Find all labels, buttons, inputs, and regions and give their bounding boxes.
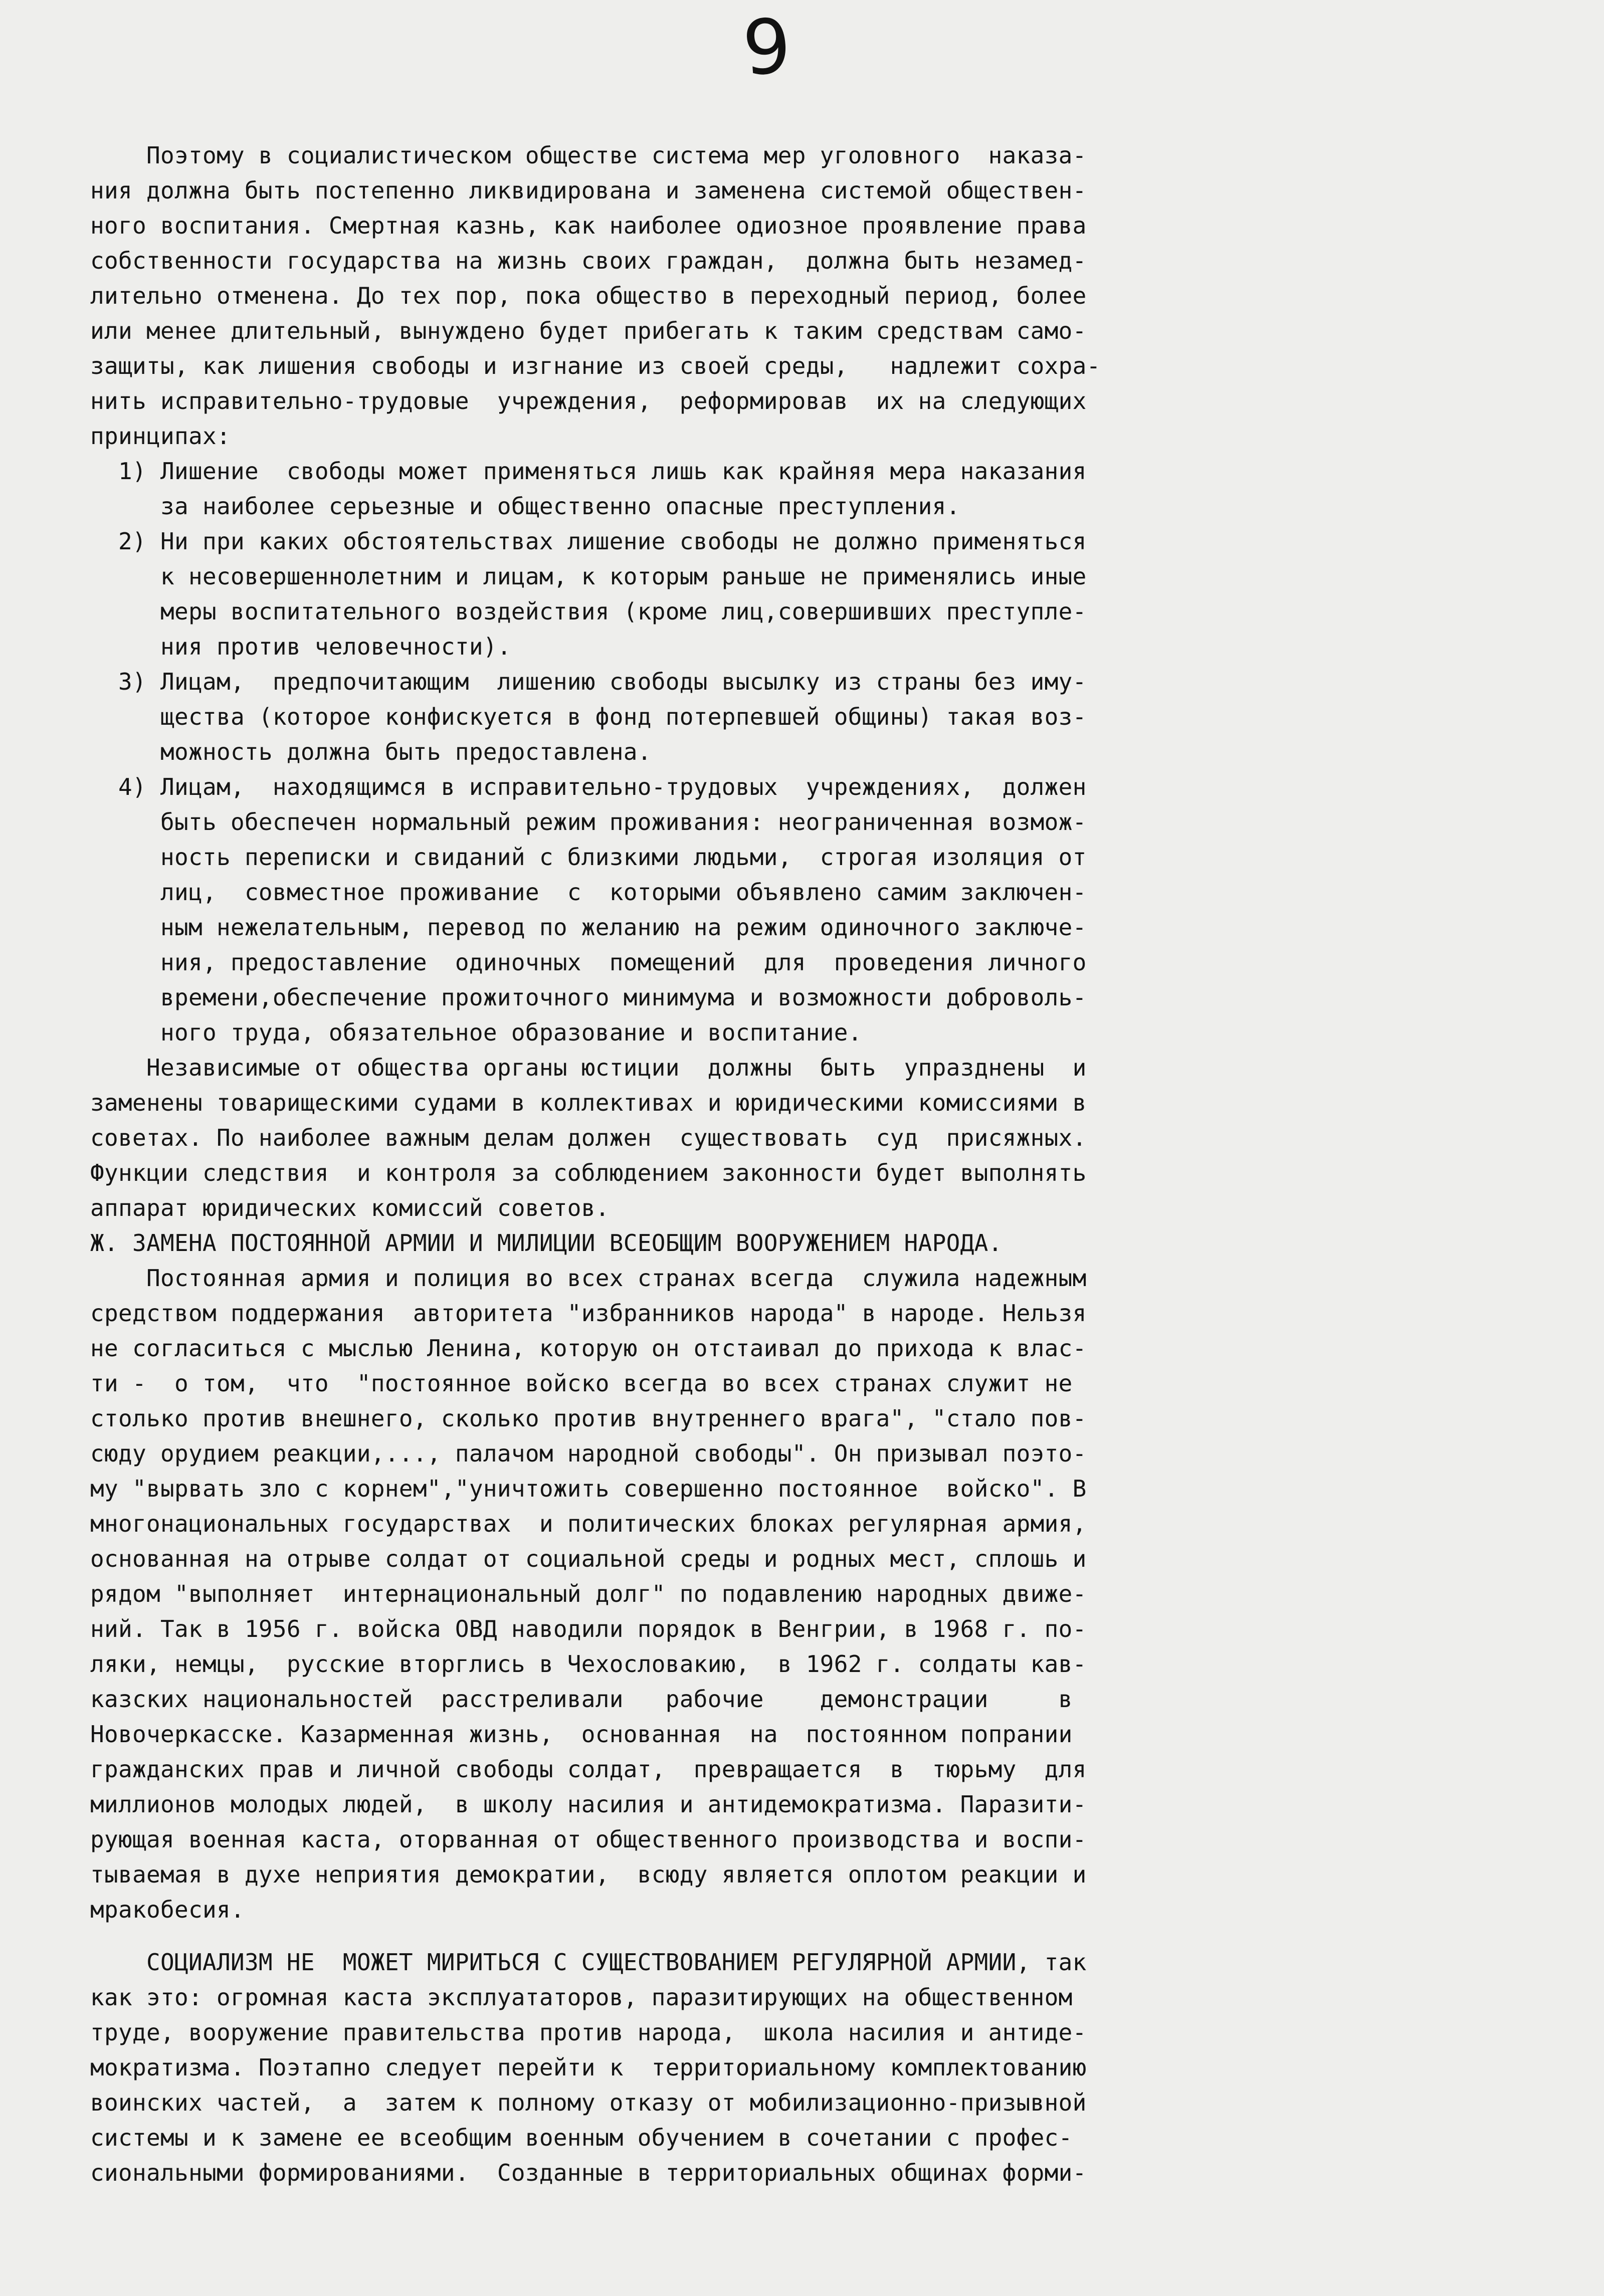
text-line: Постоянная армия и полиция во всех странах всегда служила надежным [90, 1265, 1087, 1292]
text-line: 1) Лишение свободы может применяться лишь как крайняя мера наказания [90, 458, 1087, 485]
text-line: ность переписки и свиданий с близкими людьми, строгая изоляция от [90, 844, 1087, 871]
text-line: ного труда, обязательное образование и воспитание. [90, 1019, 862, 1046]
text-line: защиты, как лишения свободы и изгнание из своей среды, надлежит сохра- [90, 352, 1101, 379]
text-line: ния против человечности). [90, 633, 511, 660]
text-line: заменены товарищескими судами в коллективах и юридическими комиссиями в [90, 1089, 1087, 1116]
text-line: можность должна быть предоставлена. [90, 738, 652, 765]
text-line: Ж. ЗАМЕНА ПОСТОЯННОЙ АРМИИ И МИЛИЦИИ ВСЕОБЩИМ ВООРУЖЕНИЕМ НАРОДА. [90, 1229, 1002, 1257]
text-line: аппарат юридических комиссий советов. [90, 1194, 610, 1221]
text-line: ного воспитания. Смертная казнь, как наиболее одиозное проявление права [90, 212, 1087, 239]
text-line: ний. Так в 1956 г. войска ОВД наводили порядок в Венгрии, в 1968 г. по- [90, 1615, 1087, 1642]
text-line: ти - о том, что "постоянное войско всегда во всех странах служит не [90, 1370, 1073, 1397]
text-line: сиональными формированиями. Созданные в территориальных общинах форми- [90, 2159, 1087, 2186]
text-line: столько против внешнего, сколько против внутреннего врага", "стало пов- [90, 1405, 1087, 1432]
text-line: меры воспитательного воздействия (кроме лиц,совершивших преступле- [90, 598, 1087, 625]
text-line: воинских частей, а затем к полному отказу от мобилизационно-призывной [90, 2089, 1087, 2116]
text-line: как это: огромная каста эксплуататоров, паразитирующих на общественном [90, 1984, 1073, 2011]
text-line: мократизма. Поэтапно следует перейти к территориальному комплектованию [90, 2054, 1087, 2081]
text-line: Новочеркасске. Казарменная жизнь, основанная на постоянном попрании [90, 1721, 1073, 1748]
text-line: к несовершеннолетним и лицам, к которым раньше не применялись иные [90, 563, 1087, 590]
text-line: миллионов молодых людей, в школу насилия и антидемократизма. Паразити- [90, 1791, 1087, 1818]
text-line: средством поддержания авторитета "избранников народа" в народе. Нельзя [90, 1300, 1087, 1327]
text-line: ния, предоставление одиночных помещений для проведения личного [90, 949, 1087, 976]
text-line: или менее длительный, вынуждено будет прибегать к таким средствам само- [90, 317, 1087, 344]
text-line: лительно отменена. До тех пор, пока общество в переходный период, более [90, 282, 1087, 309]
text-line: быть обеспечен нормальный режим проживания: неограниченная возмож- [90, 808, 1087, 836]
text-line: системы и к замене ее всеобщим военным обучением в сочетании с профес- [90, 2124, 1073, 2151]
text-line: ляки, немцы, русские вторглись в Чехословакию, в 1962 г. солдаты кав- [90, 1650, 1087, 1678]
text-line: сюду орудием реакции,..., палачом народной свободы". Он призывал поэто- [90, 1440, 1087, 1467]
text-line: гражданских прав и личной свободы солдат, превращается в тюрьму для [90, 1756, 1087, 1783]
page-number: 9 [740, 2, 794, 93]
text-line: основанная на отрыве солдат от социальной среды и родных мест, сплошь и [90, 1545, 1087, 1572]
text-line: времени,обеспечение прожиточного минимума и возможности доброволь- [90, 984, 1087, 1011]
text-line: СОЦИАЛИЗМ НЕ МОЖЕТ МИРИТЬСЯ С СУЩЕСТВОВАНИЕМ РЕГУЛЯРНОЙ АРМИИ, так [90, 1949, 1087, 1976]
text-line: 3) Лицам, предпочитающим лишению свободы высылку из страны без иму- [90, 668, 1087, 695]
text-line: рующая военная каста, оторванная от общественного производства и воспи- [90, 1826, 1087, 1853]
text-line: Независимые от общества органы юстиции должны быть упразднены и [90, 1054, 1087, 1081]
text-line: за наиболее серьезные и общественно опасные преступления. [90, 493, 960, 520]
paragraph-gap [90, 1927, 1564, 1945]
text-line: 4) Лицам, находящимся в исправительно-трудовых учреждениях, должен [90, 773, 1087, 800]
text-line: казских национальностей расстреливали рабочие демонстрации в [90, 1686, 1073, 1713]
text-line: мракобесия. [90, 1896, 245, 1923]
text-line: 2) Ни при каких обстоятельствах лишение свободы не должно применяться [90, 528, 1087, 555]
text-line: Функции следствия и контроля за соблюдением законности будет выполнять [90, 1159, 1087, 1186]
text-line: советах. По наиболее важным делам должен существовать суд присяжных. [90, 1124, 1087, 1151]
text-line: рядом "выполняет интернациональный долг" по подавлению народных движе- [90, 1580, 1087, 1607]
text-line: труде, вооружение правительства против народа, школа насилия и антиде- [90, 2019, 1087, 2046]
text-line: многонациональных государствах и политических блоках регулярная армия, [90, 1510, 1087, 1537]
text-line: лиц, совместное проживание с которыми объявлено самим заключен- [90, 879, 1087, 906]
text-line: ным нежелательным, перевод по желанию на режим одиночного заключе- [90, 914, 1087, 941]
document-text [90, 138, 1564, 2190]
text-line: собственности государства на жизнь своих граждан, должна быть незамед- [90, 247, 1087, 274]
text-line: нить исправительно-трудовые учреждения, реформировав их на следующих [90, 387, 1087, 414]
text-line: принципах: [90, 423, 231, 450]
text-line: ния должна быть постепенно ликвидирована и заменена системой обществен- [90, 177, 1087, 204]
text-line: щества (которое конфискуется в фонд потерпевшей общины) такая воз- [90, 703, 1087, 730]
text-line: тываемая в духе неприятия демократии, всюду является оплотом реакции и [90, 1861, 1087, 1888]
text-line: Поэтому в социалистическом обществе система мер уголовного наказа- [90, 142, 1087, 169]
text-line: не согласиться с мыслью Ленина, которую он отстаивал до прихода к влас- [90, 1335, 1087, 1362]
text-line: му "вырвать зло с корнем","уничтожить совершенно постоянное войско". В [90, 1475, 1087, 1502]
